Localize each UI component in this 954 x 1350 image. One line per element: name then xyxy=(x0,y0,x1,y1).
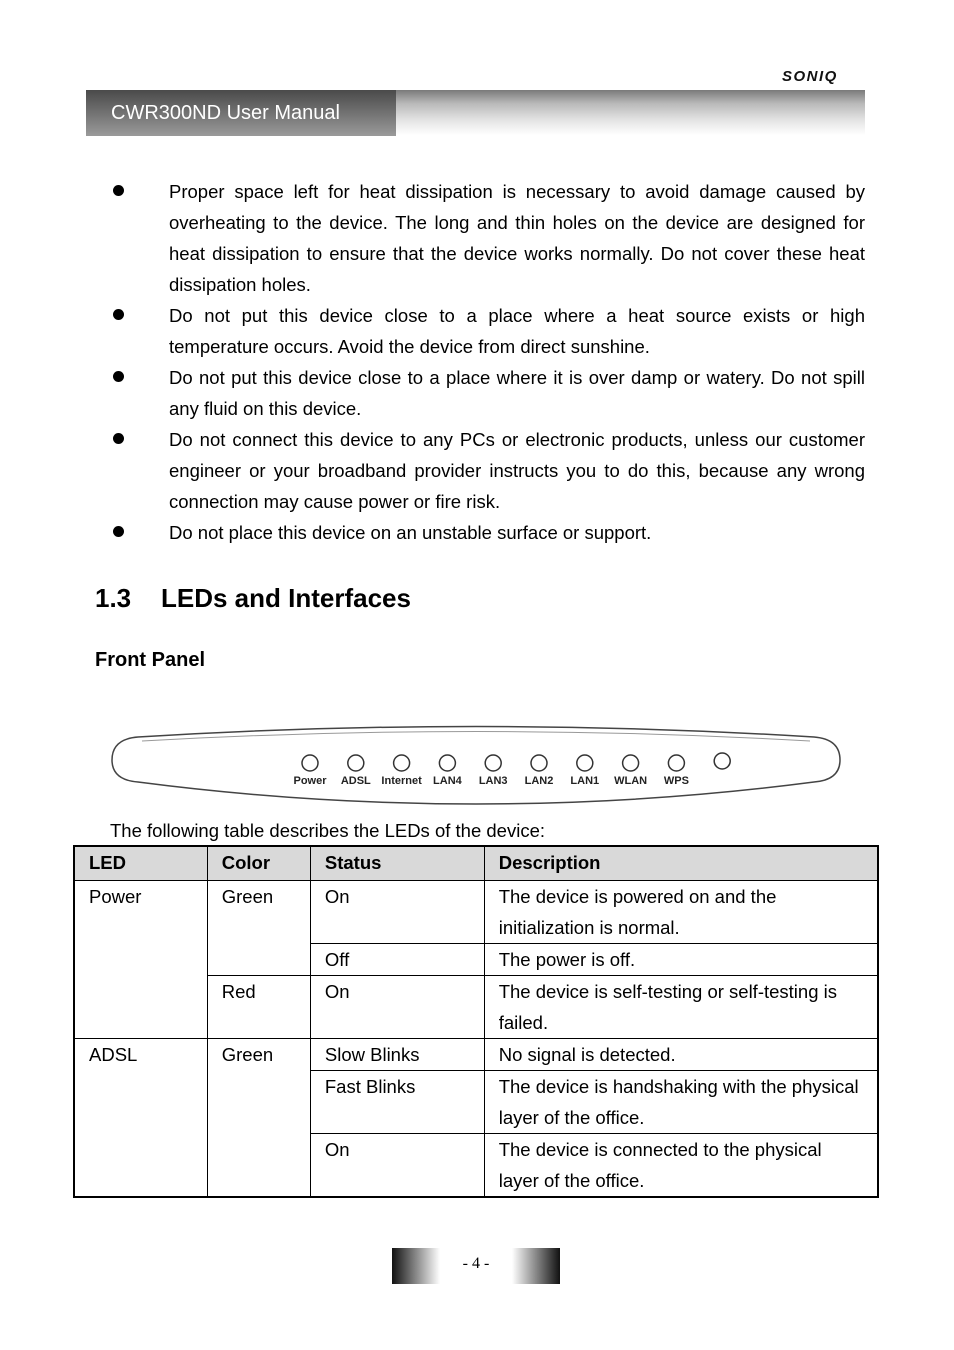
led-label-power: Power xyxy=(293,775,327,787)
led-indicator-lan3 xyxy=(485,755,501,771)
list-item: Do not put this device close to a place where it is over damp or watery. Do not spill any fluid on this device. xyxy=(110,362,865,424)
led-label-internet: Internet xyxy=(381,775,422,787)
led-indicator-lan4 xyxy=(439,755,455,771)
header-description: Description xyxy=(484,846,878,881)
document-title: CWR300ND User Manual xyxy=(111,102,340,124)
page-number: - 4 - xyxy=(462,1255,490,1272)
cell-description: The device is self-testing or self-testing is failed. xyxy=(484,976,878,1039)
cell-status: Slow Blinks xyxy=(310,1039,484,1071)
list-item: Do not put this device close to a place where a heat source exists or high temperature occurs. Avoid the device from direct sunshine. xyxy=(110,300,865,362)
bullet-icon xyxy=(113,185,124,196)
cell-color: Red xyxy=(207,976,310,1039)
section-title: LEDs and Interfaces xyxy=(161,583,411,613)
section-heading xyxy=(95,583,411,614)
table-header-row xyxy=(74,846,878,881)
table-row xyxy=(74,881,878,944)
led-table xyxy=(73,845,879,1198)
section-number: 1.3 xyxy=(95,583,132,613)
bullet-icon xyxy=(113,433,124,444)
table-row xyxy=(74,1039,878,1071)
list-item: Do not connect this device to any PCs or electronic products, unless our customer engineer or your broadband provider instructs you to do this, because any wrong connection may cause power or fire risk. xyxy=(110,424,865,517)
cell-led: ADSL xyxy=(74,1039,207,1198)
cell-description: No signal is detected. xyxy=(484,1039,878,1071)
front-panel-illustration xyxy=(108,722,844,814)
led-label-wps: WPS xyxy=(663,775,689,787)
brand-logo: SONIQ xyxy=(782,68,838,85)
cell-status: On xyxy=(310,1134,484,1198)
led-indicator-wps xyxy=(668,755,684,771)
table-intro: The following table describes the LEDs of the device: xyxy=(110,820,545,841)
cell-description: The device is powered on and the initialization is normal. xyxy=(484,881,878,944)
led-indicator-internet xyxy=(394,755,410,771)
bullet-icon xyxy=(113,526,124,537)
panel-outline xyxy=(112,727,840,805)
header-status: Status xyxy=(310,846,484,881)
led-label-adsl: ADSL xyxy=(340,775,371,787)
led-indicator-unlabeled xyxy=(714,753,730,769)
led-label-lan3: LAN3 xyxy=(478,775,508,787)
led-label-lan2: LAN2 xyxy=(524,775,554,787)
cell-status: On xyxy=(310,976,484,1039)
led-label-lan1: LAN1 xyxy=(570,775,600,787)
list-item: Proper space left for heat dissipation is necessary to avoid damage caused by overheating to the device. The long and thin holes on the device are designed for heat dissipation to ensure that the device works normally. Do not cover these heat dissipation holes. xyxy=(110,176,865,300)
cell-status: On xyxy=(310,881,484,944)
cell-color: Green xyxy=(207,1039,310,1198)
led-indicator-lan1 xyxy=(577,755,593,771)
cell-led: Power xyxy=(74,881,207,1039)
cell-status: Off xyxy=(310,944,484,976)
led-label-lan4: LAN4 xyxy=(433,775,462,787)
bullet-icon xyxy=(113,309,124,320)
safety-bullet-list xyxy=(110,176,865,548)
subsection-heading: Front Panel xyxy=(95,649,206,671)
cell-description: The device is connected to the physical layer of the office. xyxy=(484,1134,878,1198)
led-indicator-power xyxy=(302,755,318,771)
header-led: LED xyxy=(74,846,207,881)
cell-status: Fast Blinks xyxy=(310,1071,484,1134)
list-item: Do not place this device on an unstable surface or support. xyxy=(110,517,865,548)
header-color: Color xyxy=(207,846,310,881)
cell-description: The power is off. xyxy=(484,944,878,976)
led-indicator-wlan xyxy=(623,755,639,771)
footer-gradient-right xyxy=(512,1248,560,1284)
cell-color: Green xyxy=(207,881,310,976)
led-indicator-lan2 xyxy=(531,755,547,771)
cell-description: The device is handshaking with the physical layer of the office. xyxy=(484,1071,878,1134)
bullet-icon xyxy=(113,371,124,382)
led-label-wlan: WLAN xyxy=(614,775,648,787)
footer-gradient-left xyxy=(392,1248,440,1284)
led-indicator-adsl xyxy=(348,755,364,771)
